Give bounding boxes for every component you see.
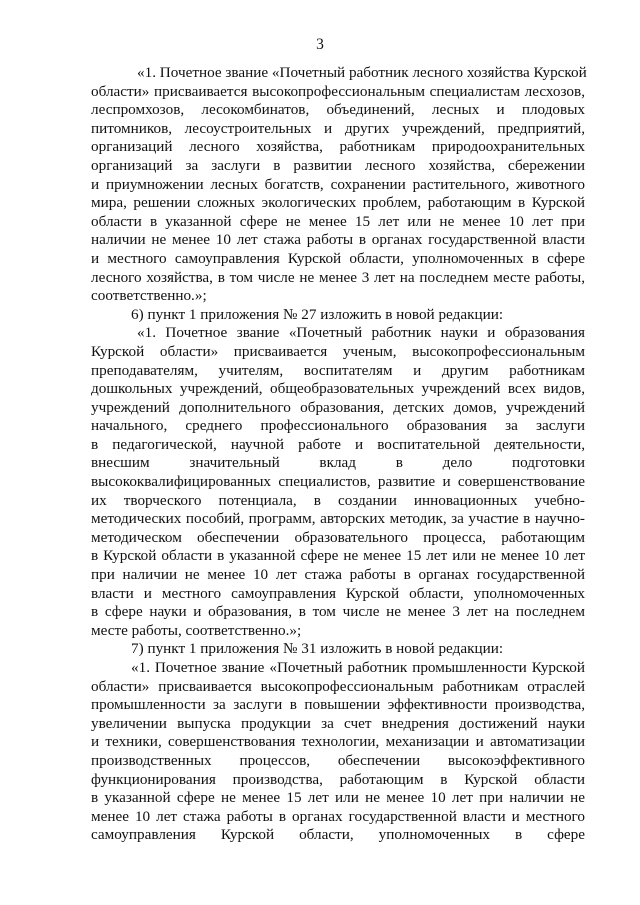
text-line: соответственно.»; [91, 287, 207, 305]
text-line: при наличии не менее 10 лет стажа работы в органах государственной [91, 566, 585, 584]
text-line: лесного хозяйства, в том числе не менее 3 лет на последнем месте работы, [91, 268, 585, 286]
text-line: наличии не менее 10 лет стажа работы в органах государственной власти [91, 231, 585, 249]
text-line: внесшим значительный вклад в дело подготовки [91, 454, 585, 472]
text-line: в педагогической, научной работе и воспитательной деятельности, [91, 435, 585, 453]
document-body [91, 64, 585, 845]
text-line: области» присваивается высокопрофессиональным специалистам лесхозов, [91, 82, 585, 100]
text-line: месте работы, соответственно.»; [91, 621, 302, 639]
text-line: производственных процессов, обеспечении высокоэффективного [91, 751, 585, 769]
text-line: в сфере науки и образования, в том числе не менее 3 лет на последнем [91, 603, 585, 621]
text-line: увеличении выпуска продукции за счет внедрения достижений науки [91, 714, 585, 732]
text-line: дошкольных учреждений, общеобразовательных учреждений всех видов, [91, 380, 585, 398]
text-line: 6) пункт 1 приложения № 27 изложить в новой редакции: [131, 305, 504, 323]
text-line: в указанной сфере не менее 15 лет или не менее 10 лет при наличии не [91, 789, 585, 807]
text-line: Курской области» присваивается ученым, высокопрофессиональным [91, 342, 585, 360]
text-line: методическом обеспечении образовательного процесса, работающим [91, 528, 585, 546]
text-line: начального, среднего профессионального образования за заслуги [91, 417, 585, 435]
text-line: учреждений дополнительного образования, детских домов, учреждений [91, 398, 585, 416]
text-line: 7) пункт 1 приложения № 31 изложить в новой редакции: [131, 640, 504, 658]
text-line: питомников, лесоустроительных и других учреждений, предприятий, [91, 119, 585, 137]
text-line: организаций лесного хозяйства, работникам природоохранительных [91, 138, 585, 156]
text-line: и приумножении лесных богатств, сохранении растительного, животного [91, 175, 585, 193]
text-line: методических пособий, программ, авторских методик, за участие в научно- [91, 510, 585, 528]
text-line: высококвалифицированных специалистов, развитие и совершенствование [91, 473, 585, 491]
text-line: функционирования производства, работающим в Курской области [91, 770, 585, 788]
text-line: организаций за заслуги в развитии лесного хозяйства, сбережении [91, 156, 585, 174]
text-line: области» присваивается высокопрофессиональным работникам отраслей [91, 677, 585, 695]
text-line: их творческого потенциала, в создании инновационных учебно- [91, 491, 585, 509]
text-line: в Курской области в указанной сфере не менее 15 лет или не менее 10 лет [91, 547, 585, 565]
text-line: власти и местного самоуправления Курской области, уполномоченных [91, 584, 585, 602]
text-line: преподавателям, учителям, воспитателям и другим работникам [91, 361, 585, 379]
text-line: области в указанной сфере не менее 15 лет или не менее 10 лет при [91, 212, 585, 230]
text-line: леспромхозов, лесокомбинатов, объединений, лесных и плодовых [91, 101, 585, 119]
text-line: мира, решении сложных экологических проблем, работающим в Курской [91, 194, 585, 212]
text-line: самоуправления Курской области, уполномоченных в сфере [91, 826, 585, 844]
page-number: 3 [316, 36, 324, 53]
text-line: и техники, совершенствования технологии, механизации и автоматизации [91, 733, 585, 751]
text-line: и местного самоуправления Курской области, уполномоченных в сфере [91, 249, 585, 267]
text-line: «1. Почетное звание «Почетный работник промышленности Курской [131, 659, 585, 676]
text-line: «1. Почетное звание «Почетный работник лесного хозяйства Курской [137, 64, 587, 81]
text-line: менее 10 лет стажа работы в органах государственной власти и местного [91, 807, 585, 825]
text-line: «1. Почетное звание «Почетный работник науки и образования [137, 324, 585, 342]
text-line: промышленности за заслуги в повышении эффективности производства, [91, 696, 585, 714]
